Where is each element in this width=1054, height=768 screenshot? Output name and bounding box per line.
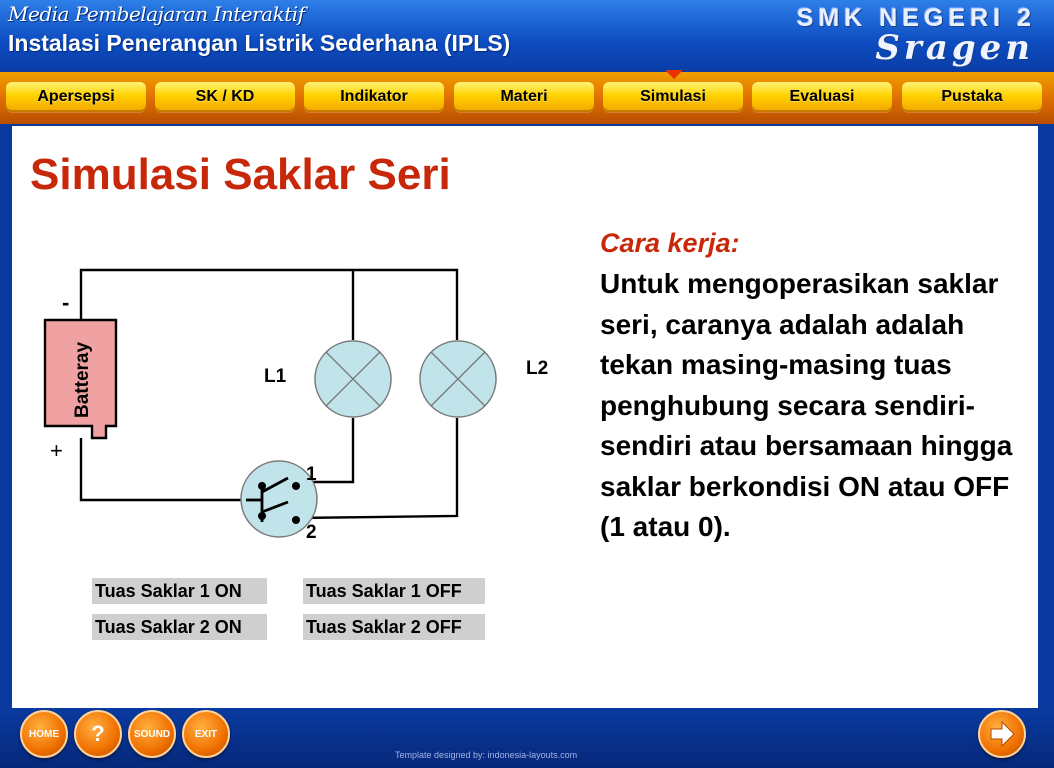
home-button[interactable]: HOME — [20, 710, 68, 758]
switch1-on-button[interactable]: Tuas Saklar 1 ON — [92, 578, 267, 604]
app-header — [0, 0, 1054, 70]
battery — [45, 320, 116, 438]
battery-minus-label: - — [62, 290, 70, 315]
lamp-l2-icon — [420, 341, 496, 417]
battery-label: Batteray — [72, 341, 93, 418]
switch2-on-button[interactable]: Tuas Saklar 2 ON — [92, 614, 267, 640]
lamp-l1-icon — [315, 341, 391, 417]
header-subtitle: Media Pembelajaran Interaktif — [8, 2, 305, 26]
instructions-text: Untuk mengoperasikan saklar seri, caranya adalah adalah tekan masing-masing tuas penghubung secara sendiri-sendiri atau bersamaan hingga saklar berkondisi ON atau OFF (1 atau 0). — [600, 268, 1013, 542]
footer-credit: Template designed by: indonesia-layouts.com — [395, 750, 578, 760]
switch-position-2-label: 2 — [306, 522, 317, 543]
tab-apersepsi[interactable]: Apersepsi — [6, 82, 146, 112]
page-title: Simulasi Saklar Seri — [30, 150, 451, 199]
tab-simulasi[interactable]: Simulasi — [603, 82, 743, 112]
exit-button[interactable]: EXIT — [182, 710, 230, 758]
battery-plus-label: + — [50, 438, 63, 463]
tab-evaluasi[interactable]: Evaluasi — [752, 82, 892, 112]
lamp-l1-label: L1 — [264, 366, 287, 387]
instructions-heading: Cara kerja: — [600, 228, 740, 258]
tab-sk-kd[interactable]: SK / KD — [155, 82, 295, 112]
school-name: SMK NEGERI 2 — [796, 4, 1036, 32]
tab-materi[interactable]: Materi — [454, 82, 594, 112]
tab-pustaka[interactable]: Pustaka — [902, 82, 1042, 112]
next-button[interactable] — [978, 710, 1026, 758]
switch-position-1-label: 1 — [306, 464, 317, 485]
tab-indikator[interactable]: Indikator — [304, 82, 444, 112]
main-nav — [0, 72, 1054, 124]
switch1-off-button[interactable]: Tuas Saklar 1 OFF — [303, 578, 485, 604]
arrow-right-icon — [987, 719, 1017, 749]
active-tab-marker-icon — [665, 70, 683, 79]
school-city: Sragen — [875, 28, 1034, 68]
switch2-off-button[interactable]: Tuas Saklar 2 OFF — [303, 614, 485, 640]
header-title: Instalasi Penerangan Listrik Sederhana (IPLS) — [8, 30, 511, 56]
help-button[interactable]: ? — [74, 710, 122, 758]
sound-button[interactable]: SOUND — [128, 710, 176, 758]
lamp-l2-label: L2 — [526, 358, 549, 379]
series-switch-circuit — [36, 250, 566, 560]
